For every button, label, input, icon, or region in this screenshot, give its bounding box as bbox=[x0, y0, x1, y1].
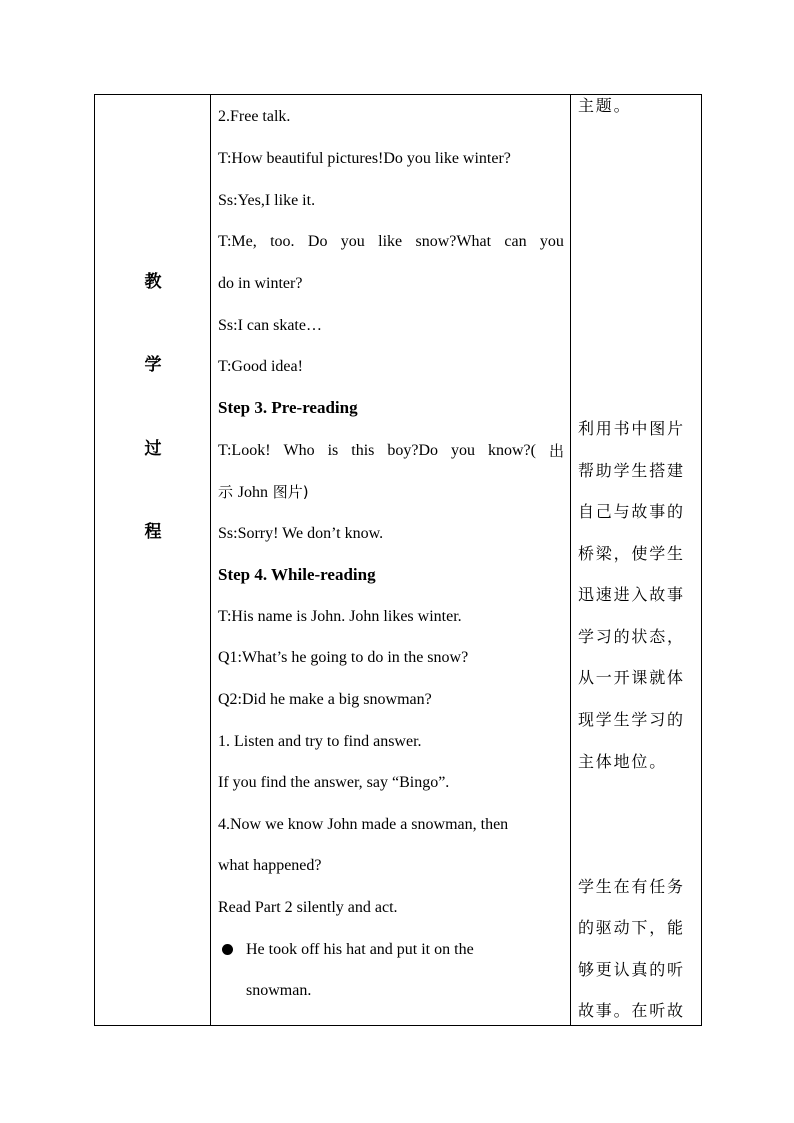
note-line: 自己与故事的 bbox=[578, 502, 685, 521]
content-line: T:Good idea! bbox=[218, 358, 303, 375]
content-line: what happened? bbox=[218, 857, 322, 874]
word: you bbox=[539, 233, 564, 250]
word: is bbox=[327, 442, 339, 459]
word: 出 bbox=[548, 442, 564, 460]
content-line: snowman. bbox=[246, 982, 312, 999]
content-line: If you find the answer, say “Bingo”. bbox=[218, 774, 450, 791]
content-line: Q2:Did he make a big snowman? bbox=[218, 691, 432, 708]
section-label-column bbox=[95, 95, 211, 1025]
word: you bbox=[340, 233, 365, 250]
content-line bbox=[218, 482, 309, 503]
word: Who bbox=[283, 442, 315, 459]
content-line: do in winter? bbox=[218, 275, 303, 292]
note-line: 帮助学生搭建 bbox=[578, 461, 685, 480]
note-line: 桥梁，使学生 bbox=[578, 544, 685, 563]
section-label-char: 学 bbox=[144, 355, 162, 375]
content-line: 1. Listen and try to find answer. bbox=[218, 733, 422, 750]
note-line: 故事。在听故 bbox=[578, 1001, 685, 1020]
note-line: 够更认真的听 bbox=[578, 960, 685, 979]
word: too. bbox=[270, 233, 295, 250]
word: you bbox=[451, 442, 476, 459]
lesson-table bbox=[94, 94, 702, 1026]
word: T:Look! bbox=[218, 442, 271, 459]
note-line: 现学生学习的 bbox=[578, 710, 685, 729]
text-segment: 图片) bbox=[268, 483, 309, 501]
word: T:Me, bbox=[218, 233, 257, 250]
bullet-icon bbox=[222, 944, 233, 955]
section-label-char: 过 bbox=[144, 439, 162, 459]
content-line: Q1:What’s he going to do in the snow? bbox=[218, 649, 469, 666]
content-line: 2.Free talk. bbox=[218, 108, 291, 125]
word: can bbox=[504, 233, 527, 250]
content-line: T:How beautiful pictures!Do you like winter? bbox=[218, 150, 511, 167]
content-line: Ss:I can skate… bbox=[218, 317, 322, 334]
content-line: T:His name is John. John likes winter. bbox=[218, 608, 462, 625]
text-segment: John bbox=[237, 484, 269, 501]
word: snow?What bbox=[415, 233, 492, 250]
section-label-char: 教 bbox=[144, 272, 162, 292]
content-line-justified bbox=[218, 441, 564, 461]
content-line: He took off his hat and put it on the bbox=[246, 941, 474, 958]
note-line: 主体地位。 bbox=[578, 752, 668, 771]
content-line-justified bbox=[218, 232, 564, 252]
note-line: 利用书中图片 bbox=[578, 419, 685, 438]
note-line: 学习的状态， bbox=[578, 627, 685, 646]
step-heading: Step 3. Pre-reading bbox=[218, 398, 358, 417]
note-line: 学生在有任务 bbox=[578, 877, 685, 896]
word: boy?Do bbox=[387, 442, 439, 459]
word: like bbox=[378, 233, 403, 250]
content-line: Ss:Yes,I like it. bbox=[218, 192, 316, 209]
note-line: 从一开课就体 bbox=[578, 668, 685, 687]
word: this bbox=[351, 442, 375, 459]
teaching-content bbox=[218, 95, 564, 1025]
note-line: 主题。 bbox=[578, 96, 632, 115]
word: know?( bbox=[488, 442, 536, 459]
column-divider bbox=[570, 95, 571, 1025]
content-line: 4.Now we know John made a snowman, then bbox=[218, 816, 509, 833]
content-line: Read Part 2 silently and act. bbox=[218, 899, 398, 916]
note-line: 迅速进入故事 bbox=[578, 585, 685, 604]
step-heading: Step 4. While-reading bbox=[218, 565, 376, 584]
text-segment: 示 bbox=[218, 483, 238, 501]
content-line: Ss:Sorry! We don’t know. bbox=[218, 525, 384, 542]
note-line: 的驱动下，能 bbox=[578, 918, 685, 937]
section-label-char: 程 bbox=[144, 522, 162, 542]
design-notes bbox=[578, 95, 698, 1025]
word: Do bbox=[307, 233, 328, 250]
